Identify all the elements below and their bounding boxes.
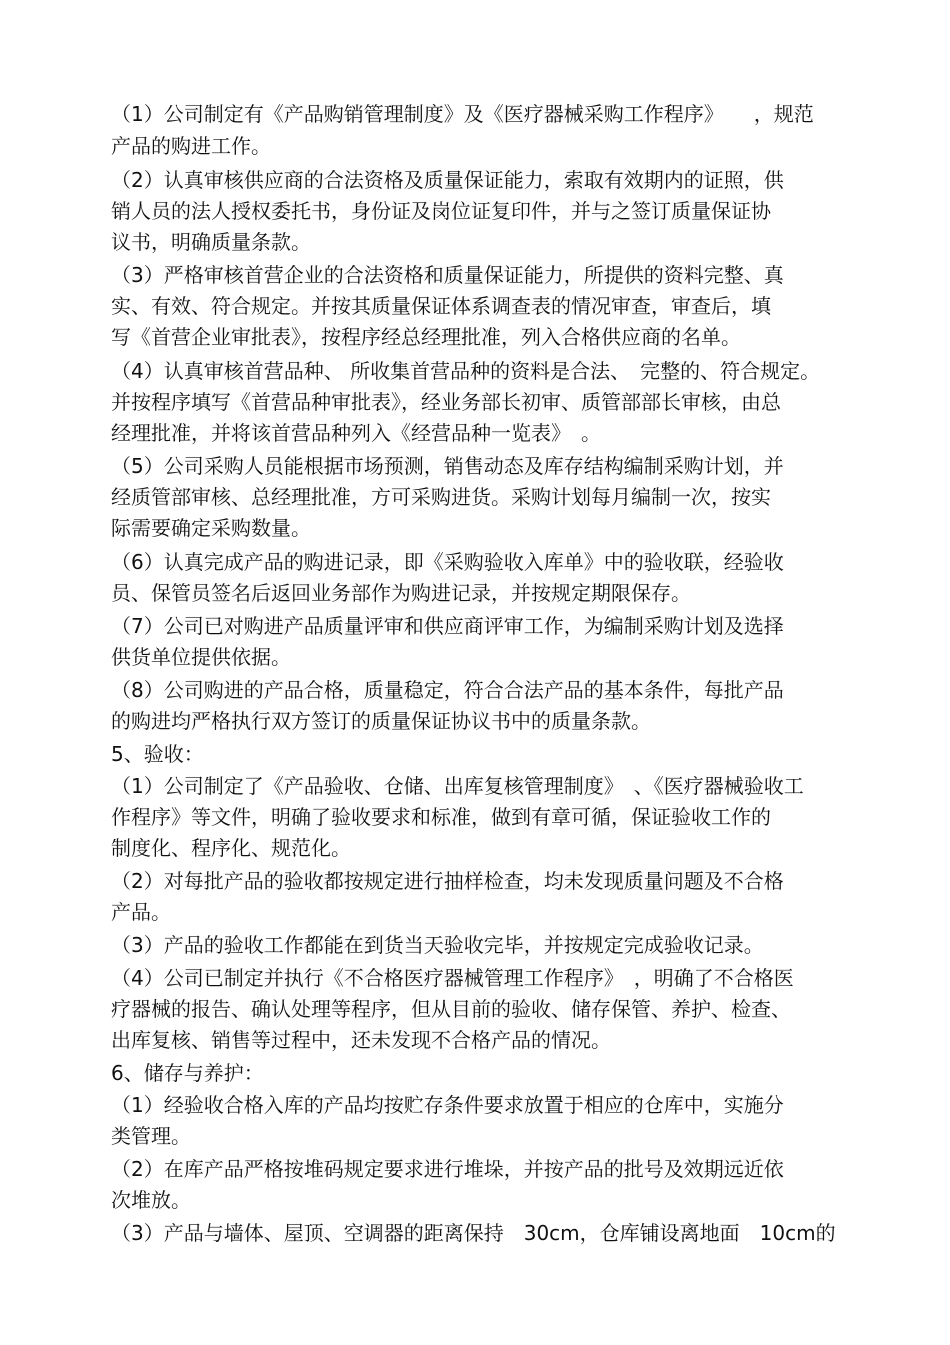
- text-line: （6）认真完成产品的购进记录，即《采购验收入库单》中的验收联，经验收: [111, 550, 784, 574]
- text-line: 供货单位提供依据。: [111, 645, 291, 669]
- text-line: 产品。: [111, 900, 171, 924]
- text-line: （3）产品的验收工作都能在到货当天验收完毕，并按规定完成验收记录。: [111, 933, 764, 957]
- text-line: 并按程序填写《首营品种审批表》，经业务部长初审、质管部部长审核，由总: [111, 390, 781, 414]
- text-line: 次堆放。: [111, 1188, 191, 1212]
- text-line: 作程序》等文件，明确了验收要求和标准，做到有章可循，保证验收工作的: [111, 805, 771, 829]
- text-line: （3）严格审核首营企业的合法资格和质量保证能力，所提供的资料完整、真: [111, 263, 784, 287]
- text-line: 的购进均严格执行双方签订的质量保证协议书中的质量条款。: [111, 709, 651, 733]
- text-line: （4）公司已制定并执行《不合格医疗器械管理工作程序》 ，明确了不合格医: [111, 966, 794, 990]
- text-line: 出库复核、销售等过程中，还未发现不合格产品的情况。: [111, 1028, 611, 1052]
- text-line: 类管理。: [111, 1124, 191, 1148]
- text-line: 经理批准，并将该首营品种列入《经营品种一览表》 。: [111, 421, 601, 445]
- text-line: （3）产品与墙体、屋顶、空调器的距离保持 30cm，仓库铺设离地面 10cm的: [111, 1221, 836, 1245]
- section-heading: 5、验收：: [111, 742, 204, 766]
- text-line: 经质管部审核、总经理批准，方可采购进货。采购计划每月编制一次，按实: [111, 485, 771, 509]
- text-line: （8）公司购进的产品合格，质量稳定，符合合法产品的基本条件，每批产品: [111, 678, 784, 702]
- text-line: 产品的购进工作。: [111, 134, 271, 158]
- text-line: （1）公司制定有《产品购销管理制度》及《医疗器械采购工作程序》 ，规范: [111, 102, 814, 126]
- text-line: 际需要确定采购数量。: [111, 516, 311, 540]
- text-line: （2）对每批产品的验收都按规定进行抽样检查，均未发现质量问题及不合格: [111, 869, 784, 893]
- text-line: （2）在库产品严格按堆码规定要求进行堆垛，并按产品的批号及效期远近依: [111, 1157, 784, 1181]
- text-line: 销人员的法人授权委托书，身份证及岗位证复印件，并与之签订质量保证协: [111, 199, 771, 223]
- text-line: （1）公司制定了《产品验收、仓储、出库复核管理制度》 、《医疗器械验收工: [111, 774, 804, 798]
- text-line: （5）公司采购人员能根据市场预测，销售动态及库存结构编制采购计划，并: [111, 454, 784, 478]
- text-line: 制度化、程序化、规范化。: [111, 836, 351, 860]
- text-line: （7）公司已对购进产品质量评审和供应商评审工作，为编制采购计划及选择: [111, 614, 784, 638]
- text-line: 疗器械的报告、确认处理等程序，但从目前的验收、储存保管、养护、检查、: [111, 997, 791, 1021]
- text-line: （2）认真审核供应商的合法资格及质量保证能力，索取有效期内的证照，供: [111, 168, 784, 192]
- text-line: 员、保管员签名后返回业务部作为购进记录，并按规定期限保存。: [111, 581, 691, 605]
- text-line: 写《首营企业审批表》，按程序经总经理批准，列入合格供应商的名单。: [111, 325, 741, 349]
- text-line: （1）经验收合格入库的产品均按贮存条件要求放置于相应的仓库中，实施分: [111, 1093, 784, 1117]
- text-line: 实、有效、符合规定。并按其质量保证体系调查表的情况审查，审查后，填: [111, 294, 771, 318]
- text-line: 议书，明确质量条款。: [111, 230, 311, 254]
- section-heading: 6、储存与养护：: [111, 1061, 264, 1085]
- text-line: （4）认真审核首营品种、 所收集首营品种的资料是合法、 完整的、符合规定。: [111, 359, 821, 383]
